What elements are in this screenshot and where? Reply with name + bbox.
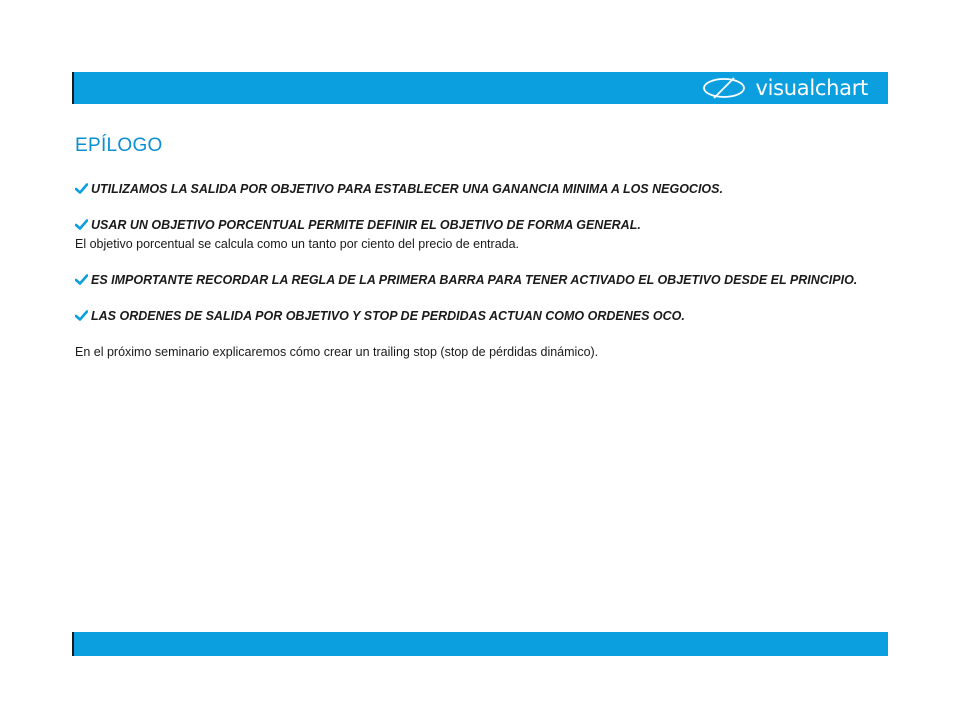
slide-title: EPÍLOGO	[75, 135, 163, 156]
closing-text: En el próximo seminario explicaremos cómo crear un trailing stop (stop de pérdidas dinámico).	[75, 345, 599, 359]
note-percentual: El objetivo porcentual se calcula como un tanto por ciento del precio de entrada.	[75, 237, 520, 251]
bullet-text: UTILIZAMOS LA SALIDA POR OBJETIVO PARA ESTABLECER UNA GANANCIA MINIMA A LOS NEGOCIOS.	[91, 182, 723, 196]
header-band	[72, 72, 888, 104]
footer-band	[72, 632, 888, 656]
logo-wordmark: visualchart	[755, 76, 868, 100]
bullet-item-1	[75, 180, 879, 199]
footer-band-edge	[72, 632, 74, 656]
bullet-text: USAR UN OBJETIVO PORCENTUAL PERMITE DEFINIR EL OBJETIVO DE FORMA GENERAL.	[91, 218, 641, 232]
header-band-edge	[72, 72, 74, 104]
bullet-text: ES IMPORTANTE RECORDAR LA REGLA DE LA PRIMERA BARRA PARA TENER ACTIVADO EL OBJETIVO DESDE EL PRINCIPIO.	[91, 273, 858, 287]
check-icon	[75, 310, 88, 321]
bullet-item-4	[75, 307, 879, 326]
visualchart-logo	[701, 74, 868, 102]
slide-content	[75, 180, 879, 362]
bullet-text: LAS ORDENES DE SALIDA POR OBJETIVO Y STOP DE PERDIDAS ACTUAN COMO ORDENES OCO.	[91, 309, 685, 323]
bullet-item-2	[75, 216, 879, 235]
bullet-item-3	[75, 271, 879, 290]
check-icon	[75, 183, 88, 194]
visualchart-logo-icon	[701, 76, 747, 100]
check-icon	[75, 219, 88, 230]
check-icon	[75, 274, 88, 285]
